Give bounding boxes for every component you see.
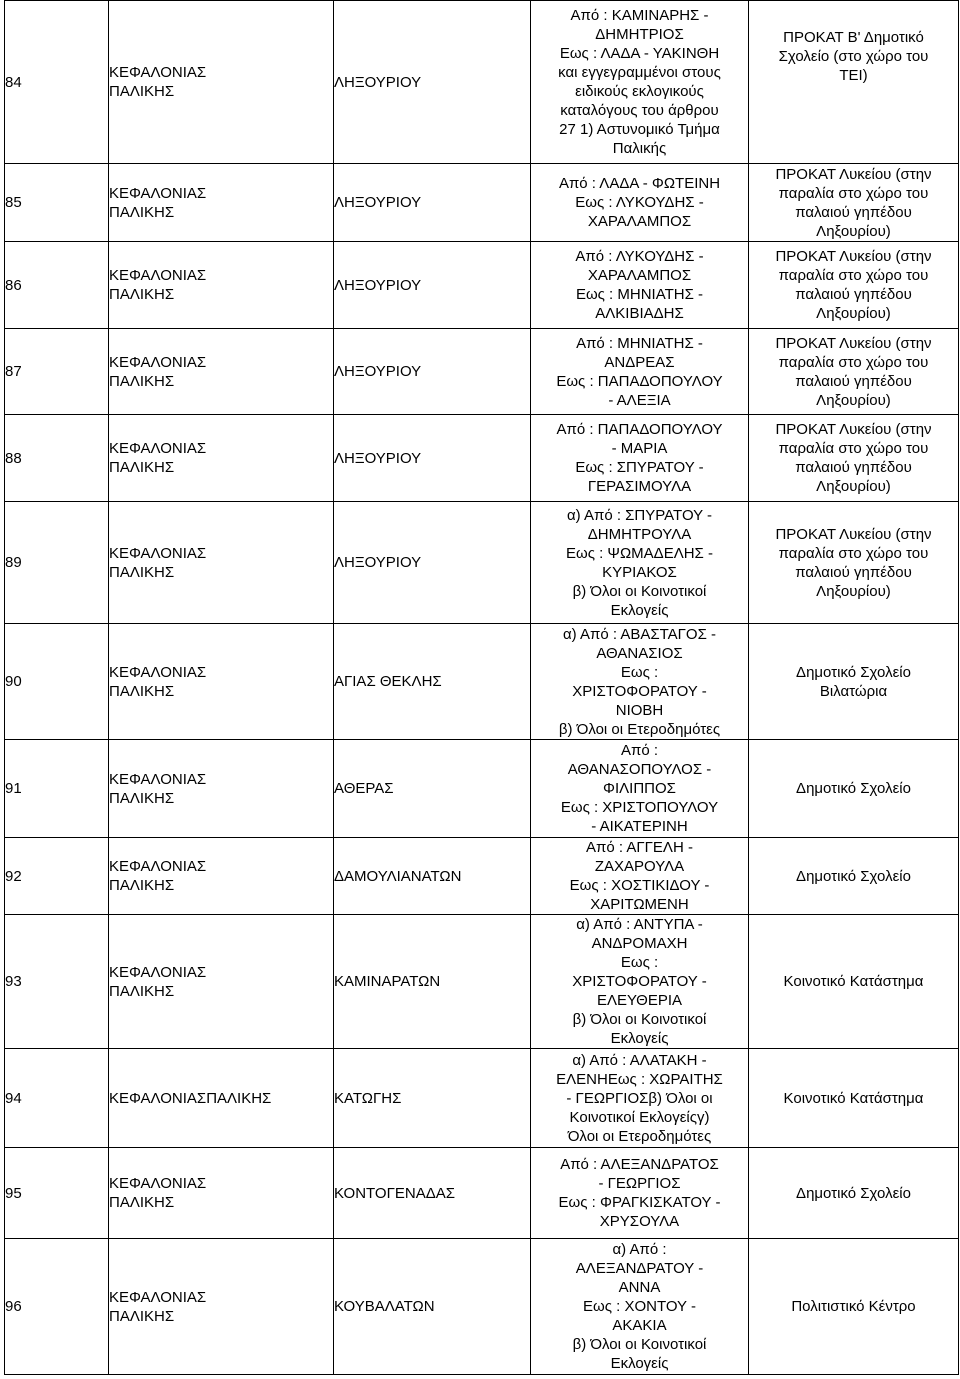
polling-station: Δημοτικό Σχολείο — [749, 740, 959, 838]
community-name: ΛΗΞΟΥΡΙΟΥ — [334, 415, 531, 502]
table-row — [5, 329, 959, 415]
row-number: 89 — [5, 502, 109, 624]
region-name: ΚΕΦΑΛΟΝΙΑΣ ΠΑΛΙΚΗΣ — [109, 329, 334, 415]
region-name: ΚΕΦΑΛΟΝΙΑΣ ΠΑΛΙΚΗΣ — [109, 242, 334, 329]
community-name: ΚΑΜΙΝΑΡΑΤΩΝ — [334, 915, 531, 1049]
region-name: ΚΕΦΑΛΟΝΙΑΣ ΠΑΛΙΚΗΣ — [109, 415, 334, 502]
polling-station: Κοινοτικό Κατάστημα — [749, 915, 959, 1049]
community-name: ΛΗΞΟΥΡΙΟΥ — [334, 1, 531, 164]
voter-range: α) Από : ΣΠΥΡΑΤΟΥ - ΔΗΜΗΤΡΟΥΛΑ Εως : ΨΩΜΑΔΕΛΗΣ - ΚΥΡΙΑΚΟΣ β) Όλοι οι Κοινοτικοί Εκλογείς — [531, 502, 749, 624]
table-row — [5, 838, 959, 915]
community-name: ΔΑΜΟΥΛΙΑΝΑΤΩΝ — [334, 838, 531, 915]
polling-station: Δημοτικό Σχολείο Βιλατώρια — [749, 624, 959, 740]
row-number: 93 — [5, 915, 109, 1049]
table-row — [5, 164, 959, 242]
region-name: ΚΕΦΑΛΟΝΙΑΣΠΑΛΙΚΗΣ — [109, 1049, 334, 1148]
region-name: ΚΕΦΑΛΟΝΙΑΣ ΠΑΛΙΚΗΣ — [109, 1148, 334, 1239]
polling-station: ΠΡΟΚΑΤ Λυκείου (στην παραλία στο χώρο του παλαιού γηπέδου Ληξουρίου) — [749, 164, 959, 242]
row-number: 92 — [5, 838, 109, 915]
polling-station: Κοινοτικό Κατάστημα — [749, 1049, 959, 1148]
voter-range: α) Από : ΑΝΤΥΠΑ - ΑΝΔΡΟΜΑΧΗ Εως : ΧΡΙΣΤΟΦΟΡΑΤΟΥ - ΕΛΕΥΘΕΡΙΑ β) Όλοι οι Κοινοτικοί Εκλογείς — [531, 915, 749, 1049]
row-number: 94 — [5, 1049, 109, 1148]
table-row — [5, 1, 959, 164]
community-name: ΑΓΙΑΣ ΘΕΚΛΗΣ — [334, 624, 531, 740]
voter-range: α) Από : ΑΒΑΣΤΑΓΟΣ - ΑΘΑΝΑΣΙΟΣ Εως : ΧΡΙΣΤΟΦΟΡΑΤΟΥ - ΝΙΟΒΗ β) Όλοι οι Ετεροδημότες — [531, 624, 749, 740]
community-name: ΚΟΝΤΟΓΕΝΑΔΑΣ — [334, 1148, 531, 1239]
voter-range: Από : ΛΑΔΑ - ΦΩΤΕΙΝΗ Εως : ΛΥΚΟΥΔΗΣ - ΧΑΡΑΛΑΜΠΟΣ — [531, 164, 749, 242]
voter-range: α) Από : ΑΛΕΞΑΝΔΡΑΤΟΥ - ΑΝΝΑ Εως : ΧΟΝΤΟΥ - ΑΚΑΚΙΑ β) Όλοι οι Κοινοτικοί Εκλογείς — [531, 1239, 749, 1375]
table-row — [5, 242, 959, 329]
polling-station: ΠΡΟΚΑΤ Λυκείου (στην παραλία στο χώρο του παλαιού γηπέδου Ληξουρίου) — [749, 415, 959, 502]
community-name: ΑΘΕΡΑΣ — [334, 740, 531, 838]
community-name: ΛΗΞΟΥΡΙΟΥ — [334, 242, 531, 329]
polling-station: Δημοτικό Σχολείο — [749, 1148, 959, 1239]
region-name: ΚΕΦΑΛΟΝΙΑΣ ΠΑΛΙΚΗΣ — [109, 740, 334, 838]
polling-station: ΠΡΟΚΑΤ Λυκείου (στην παραλία στο χώρο του παλαιού γηπέδου Ληξουρίου) — [749, 502, 959, 624]
table-row — [5, 740, 959, 838]
region-name: ΚΕΦΑΛΟΝΙΑΣ ΠΑΛΙΚΗΣ — [109, 502, 334, 624]
voter-range: Από : ΑΓΓΕΛΗ - ΖΑΧΑΡΟΥΛΑ Εως : ΧΟΣΤΙΚΙΔΟΥ - ΧΑΡΙΤΩΜΕΝΗ — [531, 838, 749, 915]
row-number: 84 — [5, 1, 109, 164]
polling-station: ΠΡΟΚΑΤ Λυκείου (στην παραλία στο χώρο του παλαιού γηπέδου Ληξουρίου) — [749, 242, 959, 329]
table-row — [5, 1148, 959, 1239]
row-number: 88 — [5, 415, 109, 502]
region-name: ΚΕΦΑΛΟΝΙΑΣ ΠΑΛΙΚΗΣ — [109, 624, 334, 740]
table-row — [5, 624, 959, 740]
voter-range: Από : ΚΑΜΙΝΑΡΗΣ - ΔΗΜΗΤΡΙΟΣ Εως : ΛΑΔΑ - ΥΑΚΙΝΘΗ και εγγεγραμμένοι στους ειδικούς εκλογικούς καταλόγους του άρθρου 27 1) Αστυνομικό Τμήμα Παλικής — [531, 1, 749, 164]
table-row — [5, 1239, 959, 1375]
polling-station: Πολιτιστικό Κέντρο — [749, 1239, 959, 1375]
region-name: ΚΕΦΑΛΟΝΙΑΣ ΠΑΛΙΚΗΣ — [109, 1, 334, 164]
polling-station: Δημοτικό Σχολείο — [749, 838, 959, 915]
voter-range: Από : ΑΛΕΞΑΝΔΡΑΤΟΣ - ΓΕΩΡΓΙΟΣ Εως : ΦΡΑΓΚΙΣΚΑΤΟΥ - ΧΡΥΣΟΥΛΑ — [531, 1148, 749, 1239]
voter-range: Από : ΛΥΚΟΥΔΗΣ - ΧΑΡΑΛΑΜΠΟΣ Εως : ΜΗΝΙΑΤΗΣ - ΑΛΚΙΒΙΑΔΗΣ — [531, 242, 749, 329]
table-row — [5, 502, 959, 624]
row-number: 86 — [5, 242, 109, 329]
polling-station: ΠΡΟΚΑΤ Β' Δημοτικό Σχολείο (στο χώρο του ΤΕΙ) — [749, 1, 959, 164]
row-number: 96 — [5, 1239, 109, 1375]
community-name: ΛΗΞΟΥΡΙΟΥ — [334, 502, 531, 624]
region-name: ΚΕΦΑΛΟΝΙΑΣ ΠΑΛΙΚΗΣ — [109, 1239, 334, 1375]
row-number: 85 — [5, 164, 109, 242]
table-row — [5, 1049, 959, 1148]
region-name: ΚΕΦΑΛΟΝΙΑΣ ΠΑΛΙΚΗΣ — [109, 838, 334, 915]
community-name: ΛΗΞΟΥΡΙΟΥ — [334, 329, 531, 415]
community-name: ΛΗΞΟΥΡΙΟΥ — [334, 164, 531, 242]
voter-range: Από : ΠΑΠΑΔΟΠΟΥΛΟΥ - ΜΑΡΙΑ Εως : ΣΠΥΡΑΤΟΥ - ΓΕΡΑΣΙΜΟΥΛΑ — [531, 415, 749, 502]
row-number: 87 — [5, 329, 109, 415]
community-name: ΚΟΥΒΑΛΑΤΩΝ — [334, 1239, 531, 1375]
row-number: 90 — [5, 624, 109, 740]
row-number: 95 — [5, 1148, 109, 1239]
polling-station: ΠΡΟΚΑΤ Λυκείου (στην παραλία στο χώρο του παλαιού γηπέδου Ληξουρίου) — [749, 329, 959, 415]
region-name: ΚΕΦΑΛΟΝΙΑΣ ΠΑΛΙΚΗΣ — [109, 164, 334, 242]
community-name: ΚΑΤΩΓΗΣ — [334, 1049, 531, 1148]
polling-stations-table — [4, 0, 959, 1375]
region-name: ΚΕΦΑΛΟΝΙΑΣ ΠΑΛΙΚΗΣ — [109, 915, 334, 1049]
table-row — [5, 915, 959, 1049]
table-row — [5, 415, 959, 502]
voter-range: Από : ΜΗΝΙΑΤΗΣ - ΑΝΔΡΕΑΣ Εως : ΠΑΠΑΔΟΠΟΥΛΟΥ - ΑΛΕΞΙΑ — [531, 329, 749, 415]
row-number: 91 — [5, 740, 109, 838]
voter-range: α) Από : ΑΛΑΤΑΚΗ - ΕΛΕΝΗΕως : ΧΩΡΑΙΤΗΣ - ΓΕΩΡΓΙΟΣβ) Όλοι οι Κοινοτικοί Εκλογείςγ) Όλοι οι Ετεροδημότες — [531, 1049, 749, 1148]
voter-range: Από : ΑΘΑΝΑΣΟΠΟΥΛΟΣ - ΦΙΛΙΠΠΟΣ Εως : ΧΡΙΣΤΟΠΟΥΛΟΥ - ΑΙΚΑΤΕΡΙΝΗ — [531, 740, 749, 838]
